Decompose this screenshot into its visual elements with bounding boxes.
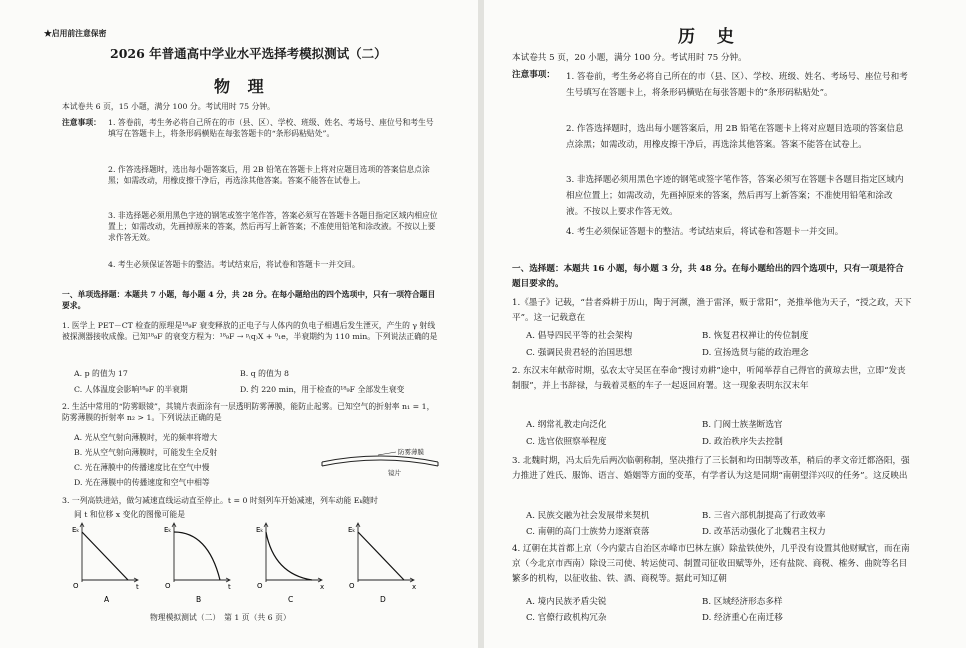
q2-option-b: B. 门阀士族垄断选官	[702, 420, 783, 430]
note-1: 1. 答卷前，考生务必将自己所在的市（县、区）、学校、班级、姓名、考场号、座位号和考生号填写在答题卡上，将条形码横贴在每张答题卡的“条形码粘贴处”。	[566, 72, 908, 98]
graph-label: C	[288, 595, 294, 604]
note-4: 4. 考生必须保证答题卡的整洁。考试结束后，将试卷和答题卡一并交回。	[566, 227, 844, 237]
film-label: 防雾薄膜	[398, 448, 424, 456]
note-2: 2. 作答选择题时，选出每小题答案后，用 2B 铅笔在答题卡上将对应题目选项的答案信息点涂黑；如需改动，用橡皮擦干净后，再选涂其他答案。答案不能答在试卷上。	[566, 124, 904, 150]
q1-option-b: B. 恢复君权禅让的传位制度	[702, 331, 809, 341]
graph-b	[164, 523, 231, 604]
q1-option-a: A. 倡导四民平等的社会架构	[526, 331, 633, 341]
subject-title: 物 理	[214, 77, 270, 96]
q1-option-b: B. q 的值为 8	[240, 369, 289, 378]
film-curve	[322, 456, 438, 462]
q1-option-d: D. 约 220 min，用于检查的¹⁸₉F 全部发生衰变	[240, 385, 405, 394]
question-3-stem-line1: 3. 一列高铁进站，做匀减速直线运动直至停止。t = 0 时刻列车开始减速，列车动能 Eₖ随时	[62, 496, 378, 505]
paper-intro: 本试卷共 6 页，15 小题，满分 100 分。考试用时 75 分钟。	[62, 102, 275, 111]
q2-option-b: B. 光从空气射向薄膜时，可能发生全反射	[74, 448, 218, 457]
ek-curve	[174, 532, 220, 580]
note-3: 3. 非选择题必须用黑色字迹的钢笔或签字笔作答，答案必须写在答题卡各题目指定区域内相应位置上；如需改动，先画掉原来的答案，然后再写上新答案；不准使用铅笔和涂改液。不按以上要求作答无效。	[108, 211, 438, 242]
q3-graphs	[70, 522, 440, 604]
q2-option-d: D. 政治秩序失去控制	[702, 437, 783, 447]
ek-curve	[358, 532, 404, 580]
x-label: x	[320, 583, 325, 591]
x-label: x	[412, 583, 417, 591]
origin-label: O	[257, 582, 263, 590]
section-heading: 一、单项选择题：本题共 7 小题，每小题 4 分，共 28 分。在每小题给出的四个选项中，只有一项符合题目要求。	[62, 290, 436, 310]
q3-option-a: A. 民族交融为社会发展带来契机	[526, 511, 650, 521]
q2-option-a: A. 纲常礼教走向泛化	[526, 420, 607, 430]
q2-option-a: A. 光从空气射向薄膜时，光的频率将增大	[74, 433, 218, 442]
graph-c	[256, 523, 324, 604]
graph-label: D	[380, 595, 386, 604]
ek-curve	[266, 532, 312, 580]
page-footer: 物理模拟测试（二） 第 1 页（共 6 页）	[150, 613, 291, 622]
q2-option-c: C. 光在薄膜中的传播速度比在空气中慢	[74, 463, 210, 472]
confidential-mark: ★启用前注意保密	[44, 29, 107, 38]
lens-curve	[322, 460, 438, 466]
lens-label: 镜片	[388, 469, 401, 477]
q4-option-c: C. 官僚行政机构冗杂	[526, 613, 607, 623]
y-label: Eₖ	[256, 526, 264, 534]
note-2: 2. 作答选择题时，选出每小题答案后，用 2B 铅笔在答题卡上将对应题目选项的答案信息点涂黑；如需改动，用橡皮擦干净后，再选涂其他答案。答案不能答在试卷上。	[108, 165, 430, 185]
notes-label: 注意事项：	[512, 70, 555, 80]
q1-option-d: D. 宣扬选贤与能的政治理念	[702, 348, 809, 358]
origin-label: O	[349, 582, 355, 590]
graph-a	[72, 523, 139, 604]
q3-option-b: B. 三省六部机制提高了行政效率	[702, 511, 826, 521]
x-label: t	[228, 583, 231, 591]
history-page	[484, 0, 966, 648]
question-1-stem: 1. 医学上 PET－CT 检查的原理是¹⁸₉F 衰变释放的正电子与人体内的负电子相遇后发生湮灭，产生的 γ 射线被探测器接收成像。已知¹⁸₉F 的衰变方程为：¹⁸₉F → ᵖ₍q₎X + ⁰₁e，半衰期约为 110 min。下列说法正确的是	[62, 321, 438, 341]
q1-option-a: A. p 的值为 17	[74, 369, 128, 378]
q4-option-d: D. 经济重心在南迁移	[702, 613, 783, 623]
q1-option-c: C. 强调民贵君轻的治国思想	[526, 348, 633, 358]
y-label: Eₖ	[72, 526, 80, 534]
ek-curve	[82, 532, 128, 580]
q4-option-a: A. 境内民族矛盾尖锐	[526, 597, 607, 607]
paper-intro: 本试卷共 5 页，20 小题，满分 100 分。考试用时 75 分钟。	[512, 53, 747, 63]
q3-option-c: C. 南朝的高门士族势力逐渐衰落	[526, 527, 650, 537]
section-heading: 一、选择题：本题共 16 小题，每小题 3 分，共 48 分。在每小题给出的四个选项中，只有一项是符合题目要求的。	[512, 264, 904, 289]
q1-option-c: C. 人体温度会影响¹⁸₉F 的半衰期	[74, 385, 188, 394]
question-1-stem: 1.《墨子》记载，“昔者舜耕于历山，陶于河濒，渔于雷泽，贩于常阳”，尧推举他为天子，“授之政，天下平”。这一记载意在	[512, 298, 912, 323]
q3-option-d: D. 改革活动强化了北魏君主权力	[702, 527, 826, 537]
origin-label: O	[73, 582, 79, 590]
question-4-stem: 4. 辽朝在其首都上京（今内蒙古自治区赤峰市巴林左旗）除盐铁使外，几乎没有设置其他财赋官，而在南京（今北京市西南）除设三司使、转运使司、制置司征收田赋等外，还有盐院、商税、榷务、曲院等名目繁多的机构，以征收盐、铁、酒、商税等。据此可知辽朝	[512, 544, 910, 584]
lens-figure	[318, 446, 442, 480]
question-3-stem: 3. 北魏时期，冯太后先后两次临朝称制，坚决推行了三长制和均田制等改革，稍后的孝文帝迁都洛阳，强力推进了姓氏、服饰、语言、婚姻等方面的变革，有学者认为这是同期“南朝望洋兴叹的任务”。这反映出	[512, 456, 910, 481]
q2-option-d: D. 光在薄膜中的传播速度和空气中相等	[74, 478, 210, 487]
physics-page	[0, 0, 478, 648]
x-label: t	[136, 583, 139, 591]
question-3-stem-line2: 间 t 和位移 x 变化的图像可能是	[74, 510, 186, 519]
y-label: Eₖ	[348, 526, 356, 534]
origin-label: O	[165, 582, 171, 590]
note-4: 4. 考生必须保证答题卡的整洁。考试结束后，将试卷和答题卡一并交回。	[108, 260, 360, 269]
graph-label: B	[196, 595, 202, 604]
q4-option-b: B. 区域经济形态多样	[702, 597, 783, 607]
y-label: Eₖ	[164, 526, 172, 534]
graph-d	[348, 523, 416, 604]
graph-label: A	[104, 595, 110, 604]
note-3: 3. 非选择题必须用黑色字迹的钢笔或签字笔作答，答案必须写在答题卡各题目指定区域内相应位置上；如需改动，先画掉原来的答案，然后再写上新答案；不准使用铅笔和涂改液。不按以上要求作答无效。	[566, 175, 904, 217]
notes-label: 注意事项：	[62, 118, 101, 127]
question-2-stem: 2. 生活中常用的“防雾眼镜”，其镜片表面涂有一层透明防雾薄膜，能防止起雾。已知空气的折射率 n₁ = 1，防雾薄膜的折射率 n₂ > 1。下列说法正确的是	[62, 402, 435, 422]
question-2-stem: 2. 东汉末年献帝时期，弘农太守吴匡在奉命“搜讨劝耕”途中，听闻举荐自己得官的黄琼去世，立即“发丧制服”，并上书辞禄，与载着灵柩的车子一起返回府署。这一现象表明东汉末年	[512, 366, 906, 391]
q2-option-c: C. 选官依照察举程度	[526, 437, 607, 447]
subject-title: 历 史	[678, 27, 742, 47]
note-1: 1. 答卷前，考生务必将自己所在的市（县、区）、学校、班级、姓名、考场号、座位号和考生号填写在答题卡上，将条形码横贴在每张答题卡的“条形码粘贴处”。	[108, 118, 434, 138]
exam-title: 2026 年普通高中学业水平选择考模拟测试（二）	[110, 46, 387, 61]
